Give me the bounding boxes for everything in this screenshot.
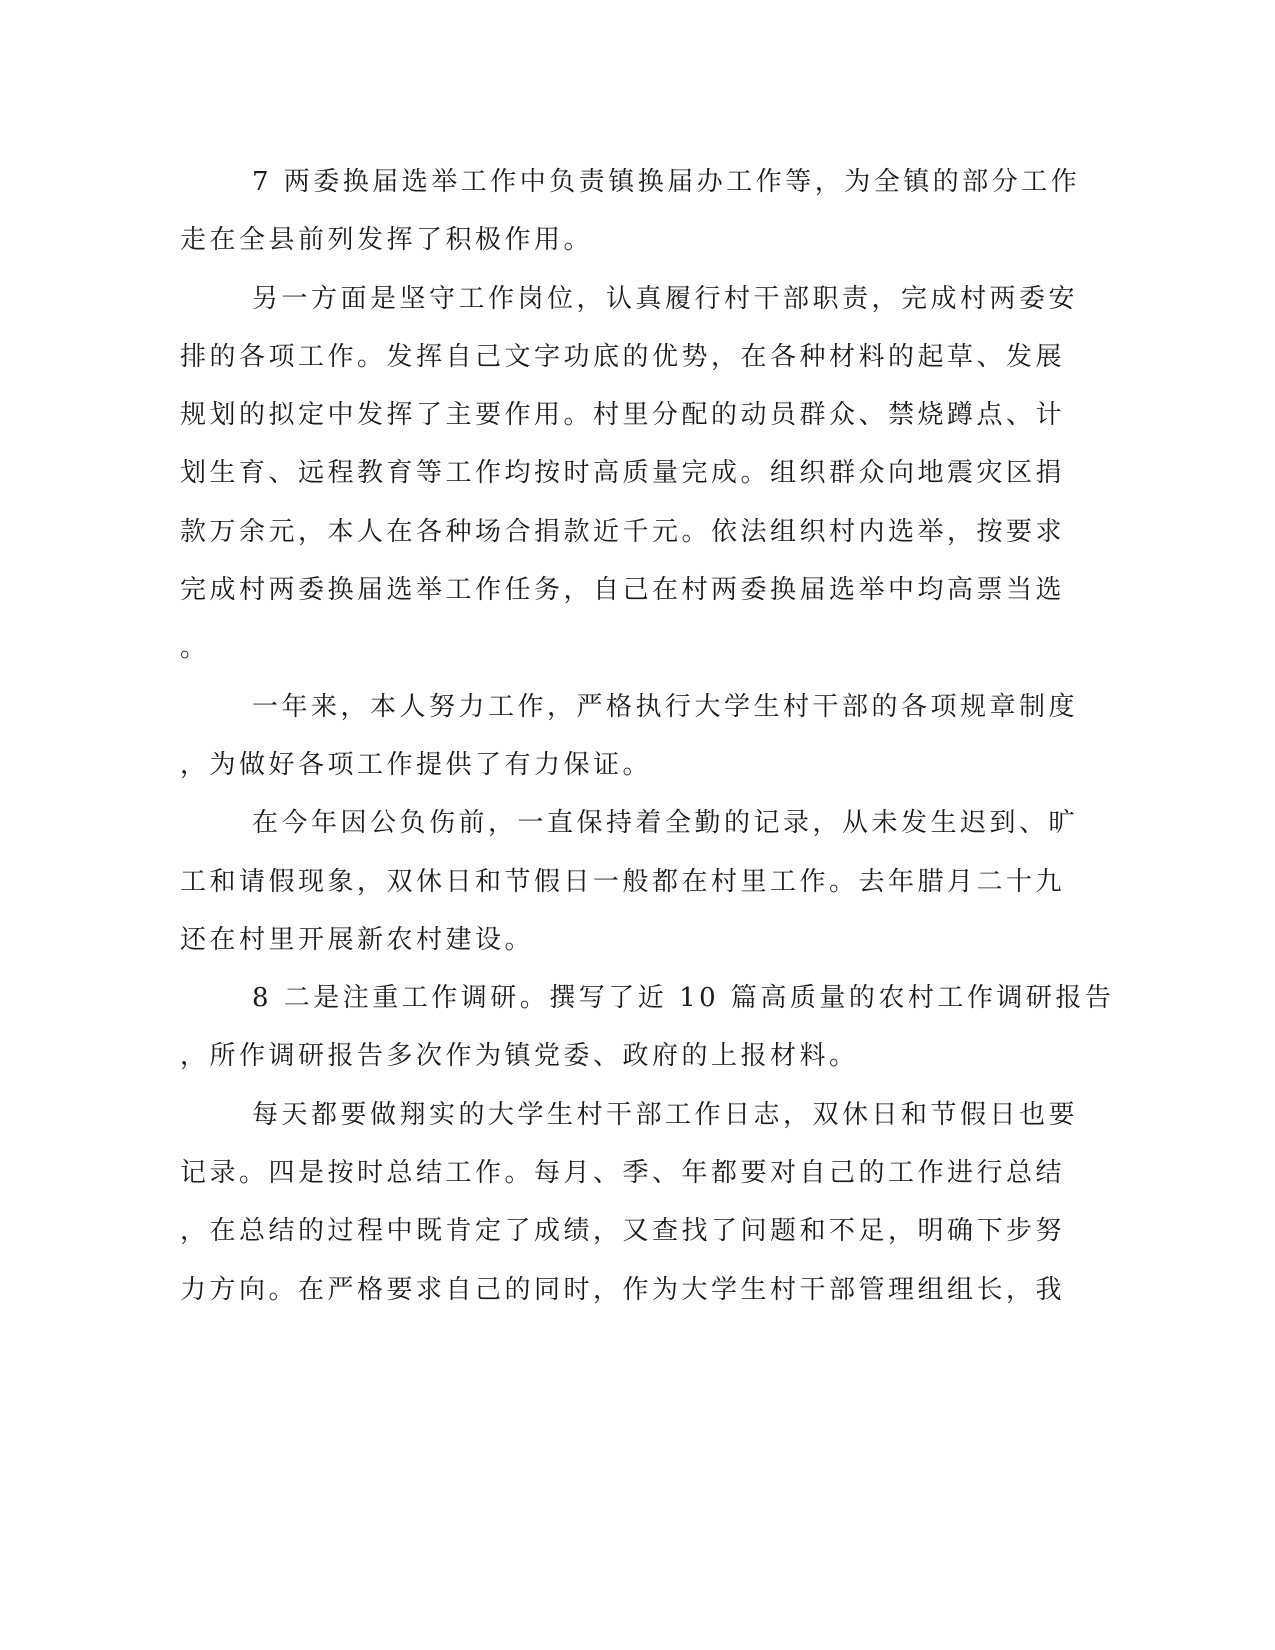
text-line: 在今年因公负伤前，一直保持着全勤的记录，从未发生迟到、旷 [252,808,1079,839]
text-line: 划生育、远程教育等工作均按时高质量完成。组织群众向地震灾区捐 [180,458,1066,489]
text-line: 7 两委换届选举工作中负责镇换届办工作等，为全镇的部分工作 [252,167,1081,197]
text-line: 力方向。在严格要求自己的同时，作为大学生村干部管理组组长，我 [180,1274,1066,1305]
text-line: 走在全县前列发挥了积极作用。 [180,225,594,256]
text-line: 款万余元，本人在各种场合捐款近千元。依法组织村内选举，按要求 [180,516,1066,547]
text-line: 完成村两委换届选举工作任务，自己在村两委换届选举中均高票当选 [180,575,1066,606]
text-line: 还在村里开展新农村建设。 [180,924,535,955]
text-line: 。 [180,633,210,664]
text-line: 一年来，本人努力工作，严格执行大学生村干部的各项规章制度 [252,691,1079,722]
text-line: ，为做好各项工作提供了有力保证。 [180,749,653,780]
text-line: ，在总结的过程中既肯定了成绩，又查找了问题和不足，明确下步努 [180,1216,1066,1247]
text-line: 另一方面是坚守工作岗位，认真履行村干部职责，完成村两委安 [252,283,1079,314]
text-line: 规划的拟定中发挥了主要作用。村里分配的动员群众、禁烧蹲点、计 [180,400,1066,431]
text-line: 记录。四是按时总结工作。每月、季、年都要对自己的工作进行总结 [180,1158,1066,1189]
text-line: 8 二是注重工作调研。撰写了近 10 篇高质量的农村工作调研报告 [252,983,1115,1014]
text-line: 工和请假现象，双休日和节假日一般都在村里工作。去年腊月二十九 [180,866,1066,897]
text-line: 排的各项工作。发挥自己文字功底的优势，在各种材料的起草、发展 [180,341,1066,372]
text-line: ，所作调研报告多次作为镇党委、政府的上报材料。 [180,1041,859,1072]
document-body [180,153,1115,1319]
text-line: 每天都要做翔实的大学生村干部工作日志，双休日和节假日也要 [252,1099,1079,1130]
